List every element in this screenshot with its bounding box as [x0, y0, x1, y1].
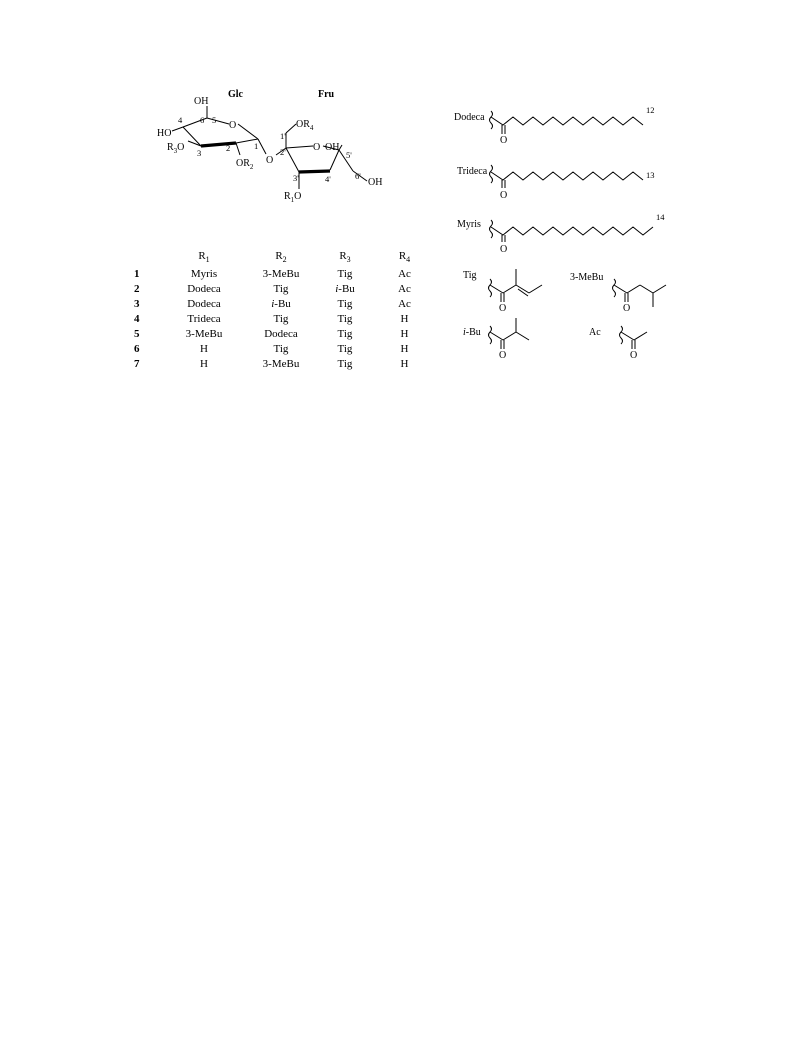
dodeca-chain-number: 12: [646, 105, 655, 115]
ac-substituent: [620, 326, 648, 349]
cell-r4: Ac: [398, 282, 411, 295]
table-row: [134, 281, 432, 296]
dodeca-carbonyl-o: O: [500, 135, 508, 146]
r1o-label: $R_1O$: [284, 191, 302, 204]
substituent-table: [134, 244, 432, 371]
cell-r1: Dodeca: [187, 282, 221, 295]
ho-4-label: HO: [157, 128, 172, 139]
3-mebu-carbonyl-o: O: [623, 303, 631, 314]
cell-r4: H: [400, 342, 409, 355]
cell-r3: Tig: [337, 267, 353, 280]
dodeca-substituent: [490, 111, 644, 134]
cell-r3: Tig: [337, 342, 353, 355]
atom-number-6p: 6': [355, 171, 361, 181]
trideca-substituent: [490, 165, 644, 188]
cell-r1: H: [200, 342, 208, 355]
table-header-r3: $R_3$: [339, 249, 351, 264]
ac-label: Ac: [589, 327, 601, 338]
trideca-chain-number: 13: [646, 170, 655, 180]
fru-label: Fru: [318, 89, 335, 100]
cell-r4: H: [400, 312, 409, 325]
cell-r2: Dodeca: [264, 327, 298, 340]
cell-r1: Dodeca: [187, 297, 221, 310]
cell-r1: Myris: [190, 267, 218, 280]
ibu-substituent: [489, 318, 530, 349]
cell-r3: Tig: [337, 327, 353, 340]
compound-number: 5: [134, 327, 140, 340]
fru-oh-label: OH: [325, 142, 340, 153]
table-row: [134, 326, 432, 341]
table-header-compound: [134, 244, 159, 266]
glc-label: Glc: [228, 89, 243, 100]
table-header-row: [134, 244, 432, 266]
dodeca-label: Dodeca: [454, 112, 485, 123]
or4-label: $OR_4$: [296, 119, 314, 132]
fru-ring-oxygen: O: [313, 142, 321, 153]
cell-r3: Tig: [337, 357, 353, 370]
atom-number-3p: 3': [293, 173, 299, 183]
atom-number-4p: 4': [325, 174, 331, 184]
cell-r2: Tig: [273, 312, 289, 325]
cell-r2: Tig: [273, 282, 289, 295]
tig-carbonyl-o: O: [499, 303, 507, 314]
or2-label: $OR_2$: [236, 158, 254, 171]
atom-number-1: 1: [254, 141, 259, 151]
cell-r1: 3-MeBu: [185, 327, 223, 340]
cell-r4: H: [400, 327, 409, 340]
myris-chain-number: 14: [656, 212, 665, 222]
atom-number-2: 2: [226, 143, 231, 153]
cell-r3: Tig: [337, 312, 353, 325]
3-mebu-label: 3-MeBu: [570, 272, 604, 283]
compound-number: 3: [134, 297, 140, 310]
oh-top-label: OH: [194, 96, 209, 107]
3-mebu-substituent: [613, 279, 667, 307]
ibu-carbonyl-o: O: [499, 350, 507, 361]
ibu-label: i-Bu: [463, 327, 481, 338]
atom-number-5: 5: [212, 115, 217, 125]
cell-r2: 3-MeBu: [262, 357, 300, 370]
table-row: [134, 356, 432, 371]
table-header-r2: $R_2$: [275, 249, 287, 264]
table-row: [134, 341, 432, 356]
ac-carbonyl-o: O: [630, 350, 638, 361]
myris-substituent: [490, 220, 654, 242]
atom-number-5p: 5': [346, 150, 352, 160]
atom-number-1p: 1': [280, 131, 286, 141]
compound-number: 7: [134, 357, 140, 370]
compound-number: 1: [134, 267, 140, 280]
myris-label: Myris: [457, 219, 481, 230]
cell-r2: Tig: [273, 342, 289, 355]
atom-number-6: 6: [200, 115, 205, 125]
glc-ring-oxygen: O: [229, 120, 237, 131]
cell-r4: Ac: [398, 267, 411, 280]
cell-r4: H: [400, 357, 409, 370]
compound-number: 4: [134, 312, 140, 325]
atom-number-4: 4: [178, 115, 183, 125]
table-header-r4: $R_4$: [398, 249, 411, 264]
cell-r2: i-Bu: [271, 297, 291, 310]
cell-r4: Ac: [398, 297, 411, 310]
glycosidic-oxygen: O: [266, 155, 274, 166]
tig-substituent: [489, 269, 543, 302]
cell-r1: Trideca: [187, 312, 221, 325]
compound-number: 6: [134, 342, 140, 355]
trideca-carbonyl-o: O: [500, 190, 508, 201]
cell-r3: i-Bu: [335, 282, 355, 295]
oh-6p-label: OH: [368, 177, 383, 188]
cell-r2: 3-MeBu: [262, 267, 300, 280]
cell-r1: H: [200, 357, 208, 370]
cell-r3: Tig: [337, 297, 353, 310]
atom-number-3: 3: [197, 148, 202, 158]
table-header-r1: $R_1$: [198, 249, 210, 264]
table-row: [134, 311, 432, 326]
myris-carbonyl-o: O: [500, 244, 508, 255]
table-row: [134, 266, 432, 281]
trideca-label: Trideca: [457, 166, 488, 177]
table-row: [134, 296, 432, 311]
tig-label: Tig: [463, 270, 477, 281]
compound-number: 2: [134, 282, 140, 295]
r3o-label: $R_3O$: [167, 142, 185, 155]
atom-number-2p: 2': [280, 147, 286, 157]
